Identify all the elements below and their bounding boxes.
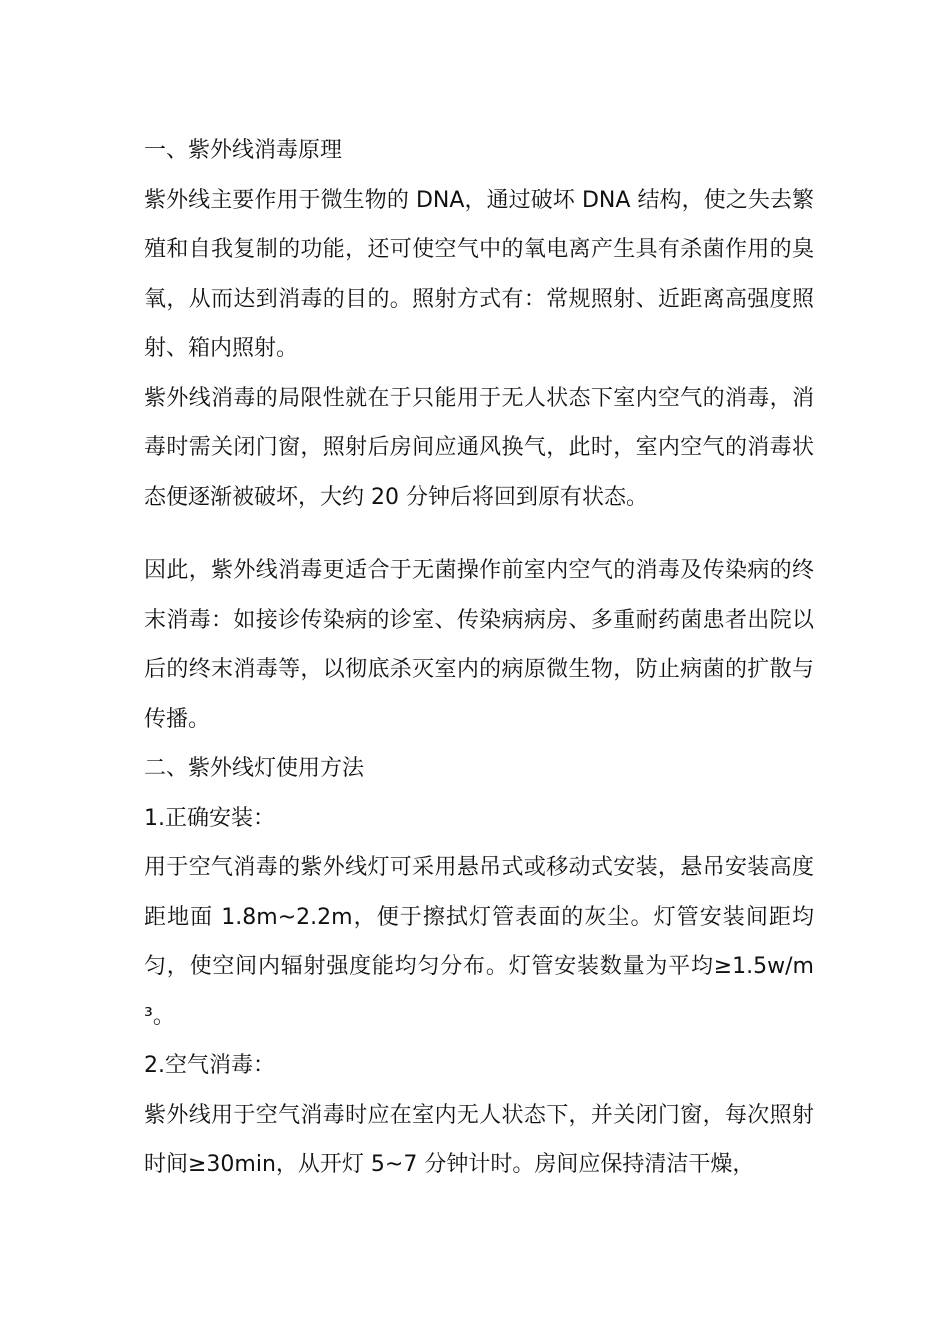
subheading-installation: 1.正确安装： [144,805,275,831]
paragraph-uv-mechanism: 紫外线主要作用于微生物的 DNA，通过破坏 DNA 结构，使之失去繁殖和自我复制的功能，还可使空气中的氧电离产生具有杀菌作用的臭氧，从而达到消毒的目的。照射方式有：常规照射、近距离高强度照射、箱内照射。 [144,187,814,361]
document-body [144,126,814,1190]
section-heading-uv-lamp-usage: 二、紫外线灯使用方法 [144,756,365,781]
section-heading-uv-principle: 一、紫外线消毒原理 [144,138,343,163]
subheading-air-disinfection: 2.空气消毒： [144,1053,275,1078]
paragraph-installation: 用于空气消毒的紫外线灯可采用悬吊式或移动式安装，悬吊安装高度距地面 1.8m~2.2m，便于擦拭灯管表面的灰尘。灯管安装间距均匀，使空间内辐射强度能均匀分布。灯管安装数量为平均≥1.5w/m³。 [144,855,814,1029]
paragraph-uv-limitations: 紫外线消毒的局限性就在于只能用于无人状态下室内空气的消毒，消毒时需关闭门窗，照射后房间应通风换气，此时，室内空气的消毒状态便逐渐被破坏，大约 20 分钟后将回到原有状态。 [144,385,814,510]
paragraph-air-disinfection: 紫外线用于空气消毒时应在室内无人状态下，并关闭门窗，每次照射时间≥30min，从开灯 5~7 分钟计时。房间应保持清洁干燥， [144,1102,814,1177]
paragraph-uv-applications: 因此，紫外线消毒更适合于无菌操作前室内空气的消毒及传染病的终末消毒：如接诊传染病的诊室、传染病病房、多重耐药菌患者出院以后的终末消毒等，以彻底杀灭室内的病原微生物，防止病菌的扩散与传播。 [144,558,814,732]
